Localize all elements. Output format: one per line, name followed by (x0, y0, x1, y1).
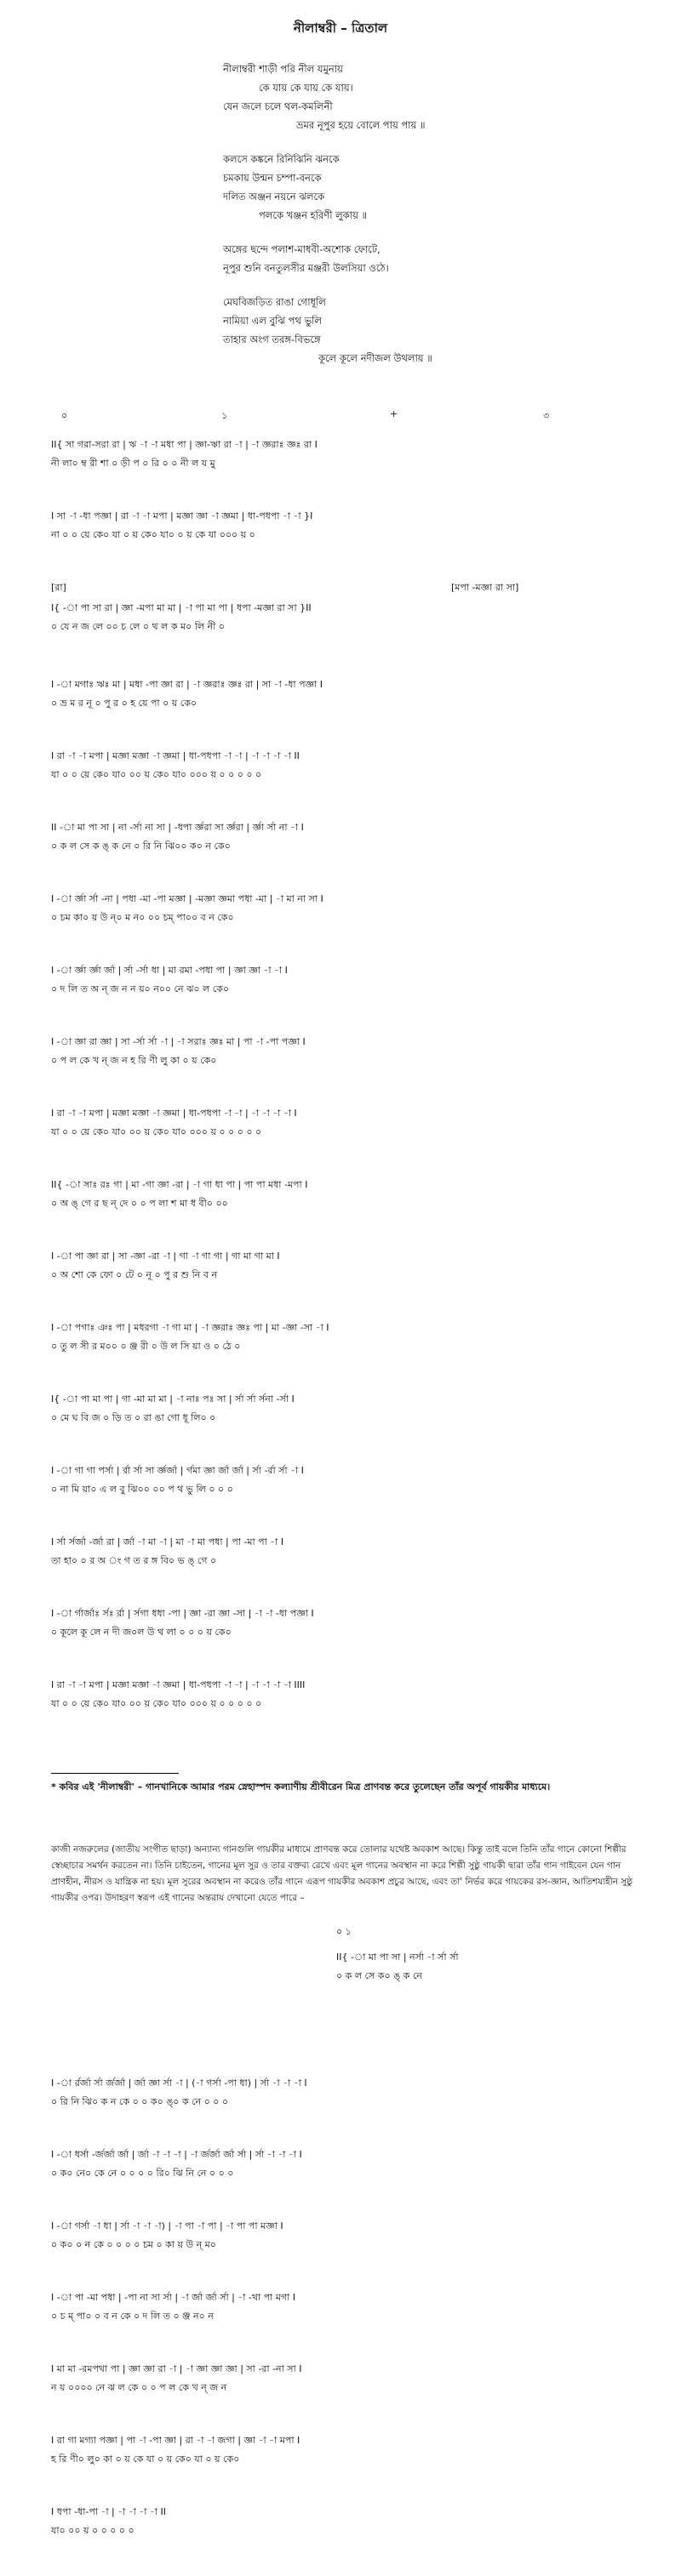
antara-beat-markers: ০ ১ (336, 1926, 352, 1937)
sargam-line: I রা গা মগ্যা পজ্ঞা | পা -া -পা জ্ঞা | রা -া -া জগা | জ্ঞা -া -া মপা I (51, 2435, 300, 2446)
notation-row (51, 749, 647, 820)
notation-row (51, 1606, 647, 1678)
sargam-line: I -া পা -মা পধা | -পা না সা র্সা | -া র্জা র্জা র্সা | -া -থা পা মগা I (51, 2292, 296, 2303)
syllable-line: ০ তু ল সী র ম০০ ০ ঞ্জ রী ০ উ ল সি য়া ও ০ ঠে ০ (51, 1341, 241, 1352)
syllable-line: হ রি ণী০ লু০ কা ০ য় কে যা ০ য় কে০ যা ০ য় কে০ (51, 2453, 240, 2465)
notation-row (51, 1463, 647, 1535)
sargam-line: I রা -া -া মপা | মজ্ঞা মজ্ঞা -া জ্ঞমা | ধা-পধপা -া -া | -া -া -া -া II (51, 750, 300, 761)
beat-markers (51, 408, 647, 432)
syllable-line: যা ০ ০ য়ে কে০ যা০ ০০ য় কে০ যা০ ০০০ য় ০ ০ ০ ০ ০ (51, 1126, 262, 1137)
notation-row (51, 437, 647, 509)
syllable-line: না ০ ০ য়ে কে০ যা ০ য় কে০ যা০ ০ য় কে যা ০০০ য় ০ (51, 529, 255, 540)
stanza (223, 60, 598, 134)
sargam-line: I রা -া -া মপা | মজ্ঞা মজ্ঞা -া জ্ঞমা | ধা-পধপা -া -া | -া -া -া -া IIII (51, 1679, 306, 1690)
notation-row (51, 1678, 647, 1749)
sargam-line: I মা মা -রমপথা পা | জ্ঞা জ্ঞা রা -া | -া জ্ঞা জ্ঞা জ্ঞা | সা -রা -না সা I (51, 2363, 302, 2374)
syllable-line: ০ কূলে কূ লে ন দী জ০ল উ থ লা ০ ০ ০ য় কে০ (51, 1627, 232, 1638)
sargam-line: I -া গর্সা -া ধা | র্সা -া -া -া) | -া পা -া পা | -া পা পা মজ্ঞা I (51, 2220, 283, 2231)
notation-row (51, 2362, 647, 2433)
syllable-line: ০ রি নি ঝি০ ক ন কে ০ ০ ক০ ঙ্০ ক নে ০ ০ ০ (51, 2096, 229, 2107)
notation-row (51, 1320, 647, 1392)
sargam-line: I র্সা র্সর্জা -র্জা রা | র্জা -া মা -া | মা -া মা পধা | পা -মা পা -া I (51, 1536, 284, 1547)
syllable-line: ০ মে ঘ বি জ ০ ড়ি ত ০ রা ঙা গো ধূ লি০ ০ (51, 1412, 216, 1423)
notation-row (51, 2290, 647, 2362)
sargam-line: I -া র্জ্ঞা র্জ্ঞা র্জা | র্সা -র্সা ধা | মা রমা -পধা পা | জ্ঞা জ্ঞা -া -া I (51, 965, 288, 976)
lyric-line: যেন জলে চলে থল-কমলিনী (223, 100, 333, 112)
lyric-line: নীলাম্বরী শাড়ী পরি নীল যমুনায় (223, 63, 343, 75)
syllable-line: যা ০ ০ য়ে কে০ যা০ ০০ য় কে০ যা০ ০০০ য় ০ ০ ০ ০ ০ (51, 1698, 262, 1709)
lyric-line: নামিয়া এল বুঝি পথ ভুলি (223, 315, 322, 327)
sargam-line: I -া র্জ্ঞা র্সা -না | পধা -মা -পা মজ্ঞা | -মজ্ঞা জ্ঞমা পধা -মা | -া মা না সা I (51, 893, 323, 904)
lyric-line: ভ্রমর নূপুর হয়ে বোলে পায় পায় ॥ (296, 119, 426, 131)
notation-row (51, 2147, 647, 2219)
sargam-line: I -া মগাঃ ঋঃ মা | মধা -পা জ্ঞা রা | -া জ্ঞরাঃ জ্ঞঃ রা | সা -া -ধা পজ্ঞা I (51, 679, 323, 690)
notation-row (51, 1249, 647, 1320)
alt-notation-tag: [মপা -মজ্ঞা রা সা] (451, 582, 519, 593)
notation-row (51, 2505, 647, 2576)
sargam-line: I ধপা -ধা-পা -া | -া -া -া -া II (51, 2506, 166, 2517)
notation-row (51, 582, 647, 677)
lyric-line: তাহার অংগ তরঙ্গ-বিভঙ্গে (223, 333, 321, 345)
notation-row (51, 820, 647, 892)
stanza (223, 293, 598, 368)
sargam-line: II -া মা পা সা | না -র্সা না সা | -ধপা র্জ্ঞরা সা র্জ্ঞরা | র্জ্ঞা র্সা না -া I (51, 822, 304, 833)
notation-row (51, 892, 647, 963)
syllable-line: ০ না মি য়া০ এ ল বু ঝি০০ ০০ প থ ভু লি ০ ০ ০ (51, 1484, 233, 1495)
notation-row (51, 2433, 647, 2505)
notation-row (51, 1535, 647, 1606)
sargam-line: I সা -া -ধা পজ্ঞা | রা -া -া মপা | মজ্ঞা জ্ঞা -া জ্ঞমা | ধা-পধপা -া -া }I (51, 510, 313, 521)
footnote-rule (51, 1773, 179, 1774)
stanza (223, 240, 598, 277)
notation-row (51, 1177, 647, 1249)
sargam-line: II{ -া সাঃ রঃ গা | মা -গা জ্ঞা -রা | -া গা ধা পা | পা পা মধা -মপা I (51, 1179, 308, 1190)
sargam-line: I -া পগাঃ ঞঃ পা | মধরগা -া গা মা | -া জ্ঞরাঃ জ্ঞঃ পা | মা -জ্ঞা -সা -া I (51, 1322, 329, 1333)
syllable-line: ০ ক০ নে০ কে নে ০ ০ ০ ০ রি০ ঝি নি নে ০ ০ ০ (51, 2168, 234, 2179)
notation-row (51, 1106, 647, 1177)
sargam-line: I -া ধর্সা -র্জর্জা র্জা | র্জা -া -া -া | -া র্জর্জা র্জা র্সা | র্সা -া -া -া I (51, 2149, 302, 2160)
sargam-line: I -া র্গার্জাঃ র্সঃ র্রা | র্সগা ধধা -পা | জ্ঞা -রা জ্ঞা -সা | -া -া -ধা পজ্ঞা I (51, 1608, 314, 1619)
syllable-line: ০ যে ন জ লে ০০ চ লে ০ থ ল ক ম০ লি নী ০ (51, 621, 226, 632)
lyric-line: কূলে কূলে নদীজল উথলায় ॥ (318, 352, 432, 364)
lyric-line: দলিত অঞ্জন নয়নে ঝলকে (223, 191, 325, 202)
syllable-line: ০ ক০ ০ ন কে ০ ০ ০ ০ চম ০ কা য় উ ন্ ম০ (51, 2239, 216, 2250)
notation-row (51, 1034, 647, 1106)
lyric-line: অঙ্গের ছন্দে পলাশ-মাধবী-অশোক ফোটে, (223, 243, 381, 255)
sargam-line: I -া র্রর্জা র্সা র্জর্জা | র্জা জ্ঞা র্সা -া | (-া গর্সা -পা ধা) | র্সা -া -া -া I (51, 2077, 307, 2089)
syllable-line: ০ ক ল সে ক ঙ্ ক নে ০ রি নি ঝি০০ ক০ ন কে০ (51, 841, 231, 852)
beat-marker: ১ (221, 410, 228, 421)
syllable-line: যা০ ০০ য় ০ ০ ০ ০ ০ (51, 2525, 134, 2536)
sargam-line: I -া জ্ঞা রা জ্ঞা | সা -র্সা র্সা -া | -া সরাঃ জ্ঞঃ মা | পা -া -পা পজ্ঞা I (51, 1036, 306, 1047)
syllable-line: ০ দ লি ত অ ন্ জ ন ন য়০ ন০০ নে ঝ০ ল কে০ (51, 983, 230, 994)
beat-marker: + (390, 408, 398, 419)
antara-lyric-line: ০ ক ল সে ক০ ঙ্ ক নে (336, 1970, 422, 1981)
syllable-line: তা হা০ ০ র অ ং গ ত র ঙ্গ বি০ ভ ঙ্ গে ০ (51, 1555, 217, 1566)
notation-row (51, 509, 647, 580)
notation-row (51, 963, 647, 1034)
beat-marker: ০ (61, 410, 68, 421)
lyric-line: চমকায় উন্মন চম্পা-বনকে (223, 172, 322, 184)
syllable-line: ০ অ ঙ্ গে র ছ ন্ দে ০ ০ প লা শ মা ধ বী০ ০০ (51, 1198, 228, 1209)
lyric-line: মেঘবিজড়িত রাঙা গোধূলি (223, 296, 326, 308)
alt-notation-tag: [রা] (51, 582, 66, 593)
notation-row (51, 677, 647, 749)
notation-section (51, 408, 647, 1749)
syllable-line: নী লা০ ম্ব রী শা ০ ড়ী প ০ রি ০ ০ নী ল য মু (51, 458, 215, 469)
notation-row (51, 2219, 647, 2290)
syllable-line: ০ চ ম্ পা০ ০ ব ন কে ০ দ লি ত ০ ঞ্জ ন০ ন (51, 2311, 214, 2322)
sargam-line: I রা -া -া মপা | মজ্ঞা মজ্ঞা -া জ্ঞমা | ধা-পধপা -া -া | -া -া -া -া I (51, 1108, 297, 1119)
syllable-line: ০ প ল কে খ ন্ জ ন হ রি ণী লু কা ০ য় কে০ (51, 1055, 217, 1066)
antara-variation-notation (51, 2076, 647, 2576)
footnote: * কবির এই 'নীলাম্বরী' – গানখানিকে আমার পরম স্নেহাস্পদ কল্যাণীয় শ্রীবীরেন মিত্র প্রাণবন্ত করে তুলেছেন তাঁর অপূর্ব গায়কীর মাধ্যমে। (51, 1781, 551, 1792)
stanza (223, 150, 598, 225)
lyric-line: কে যায় কে যায় কে যায়। (259, 82, 353, 94)
sargam-line: II{ সা গরা-সরা রা | ঋ -া -া মধা পা | জ্ঞা-ঋা রা -া | -া জ্ঞরাঃ জ্ঞঃ রা I (51, 439, 318, 450)
sargam-line: I -া পা জ্ঞা রা | সা -জ্ঞা -রা -া | গা -া গা গা | গা মা গা মা I (51, 1251, 280, 1262)
lyric-line: নূপুর শুনি বনতুলসীর মঞ্জরী উলসিয়া ওঠে। (223, 262, 389, 274)
lyric-line: কলসে কঙ্কনে রিনিঝিনি ঝনকে (223, 153, 340, 165)
syllable-line: যা ০ ০ য়ে কে০ যা০ ০০ য় কে০ যা০ ০০০ য় ০ ০ ০ ০ ০ (51, 769, 262, 780)
syllable-line: ০ চম কা০ য় উ ন্০ ম ন০ ০০ চম্ পা০০ ব ন কে০ (51, 912, 234, 923)
notation-row (51, 2076, 647, 2147)
song-title: নীলাম্বরী – ত্রিতাল (293, 20, 388, 36)
sargam-line: I{ -া পা মা পা | গা -মা মা মা | -া নাঃ পঃ সা | র্সা র্সা র্সনা -র্সা I (51, 1393, 295, 1405)
notation-row (51, 1392, 647, 1463)
lyrics-block (223, 60, 598, 383)
beat-marker: ৩ (543, 410, 550, 421)
sargam-line: I -া গা গা পর্সা | র্রা র্সা সা র্জ্ঞর্জা | র্গমা জ্ঞা র্জা র্জা | র্সা -র্রা র্সা -া I (51, 1465, 304, 1476)
syllable-line: ০ অ শো কে ফো ০ টে ০ নূ ০ পু র শু নি ব ন (51, 1269, 218, 1280)
commentary-paragraph: কাজী নজরুলের (জাতীয় সংগীত ছাড়া) অন্যান্য গানগুলি গায়কীর মাধ্যমে প্রাণবন্ত করে তোলার যথেষ্ট অবকাশ আছে। কিন্তু তাই বলে তিনি তাঁর গানে কোনো শিল্পীর স্বেচ্ছাচার সমর্থন করতেন না। তিনি চাইতেন, গানের মূল সুর ও তার বক্তব্য রেখে এবং মূল গানের অবস্থান না করে শিল্পী সুষ্ঠু গায়কী দ্বারা তাঁর গান গাইবেন যেন গান প্রাণহীন, নীরস ও যান্ত্রিক না হয়। মূল সুরের অবস্থান না করেও তাঁর গানে এরূপ গায়কীর অবকাশ প্রচুর আছে, এবং তা' নির্ভর করে গায়কের রস-জ্ঞান, আতিশয্যহীন সুষ্ঠু গায়কীর ওপর। উদাহরণ স্বরূপ এই গানের অন্তরায় দেখানো যেতে পারে – (51, 1844, 633, 1903)
antara-sargam-line: II{ -া মা পা সা | নর্সা -া র্সা র্সা (336, 1952, 459, 1963)
lyric-line: পলকে খঞ্জন হরিণী লুকায় ॥ (259, 209, 368, 221)
syllable-line: ০ ভ্র ম র নূ ০ পু র ০ হ য়ে পা ০ য় কে০ (51, 698, 197, 709)
sargam-line: I{ -া পা সা রা | জ্ঞা -মপা মা মা | -া পা মা পা | ধপা -মজ্ঞা রা সা }II (51, 602, 312, 613)
syllable-line: ন য় ০০০০ নে ঝ ল কে ০ ০ প ল কে খ ন্ জ ন (51, 2382, 227, 2393)
